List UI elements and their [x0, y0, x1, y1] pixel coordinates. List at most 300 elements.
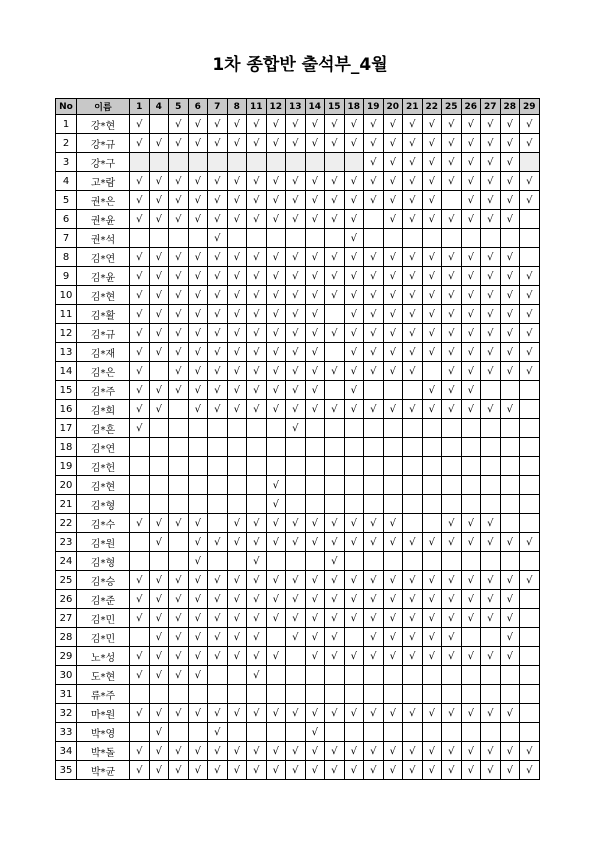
- student-name: 강*규: [77, 134, 130, 153]
- attendance-cell: √: [461, 248, 481, 267]
- attendance-cell: [208, 514, 228, 533]
- attendance-cell: [364, 419, 384, 438]
- student-name: 박*영: [77, 723, 130, 742]
- attendance-cell: √: [305, 286, 325, 305]
- attendance-cell: √: [208, 267, 228, 286]
- attendance-cell: √: [130, 191, 150, 210]
- attendance-cell: [149, 419, 169, 438]
- attendance-cell: [442, 495, 462, 514]
- attendance-cell: [364, 685, 384, 704]
- attendance-body: [56, 115, 540, 780]
- student-number: 13: [56, 343, 77, 362]
- attendance-cell: √: [149, 590, 169, 609]
- attendance-cell: √: [481, 590, 501, 609]
- attendance-cell: √: [208, 381, 228, 400]
- attendance-cell: √: [305, 514, 325, 533]
- attendance-cell: √: [422, 647, 442, 666]
- attendance-cell: √: [442, 647, 462, 666]
- attendance-cell: [403, 495, 423, 514]
- attendance-cell: [286, 153, 306, 172]
- attendance-cell: [149, 476, 169, 495]
- attendance-cell: √: [500, 305, 520, 324]
- attendance-cell: √: [500, 362, 520, 381]
- attendance-cell: √: [383, 609, 403, 628]
- attendance-cell: √: [227, 248, 247, 267]
- attendance-cell: [383, 229, 403, 248]
- attendance-cell: √: [422, 286, 442, 305]
- attendance-cell: √: [325, 324, 345, 343]
- attendance-cell: [403, 514, 423, 533]
- attendance-cell: √: [500, 134, 520, 153]
- attendance-cell: [325, 438, 345, 457]
- attendance-cell: [520, 552, 540, 571]
- student-name: 김*형: [77, 552, 130, 571]
- attendance-cell: [247, 457, 267, 476]
- attendance-cell: √: [461, 533, 481, 552]
- attendance-cell: √: [481, 324, 501, 343]
- attendance-cell: √: [188, 324, 208, 343]
- student-number: 27: [56, 609, 77, 628]
- attendance-cell: √: [364, 590, 384, 609]
- attendance-cell: √: [208, 305, 228, 324]
- attendance-cell: √: [344, 172, 364, 191]
- attendance-cell: √: [149, 761, 169, 780]
- student-name: 마*원: [77, 704, 130, 723]
- attendance-cell: √: [305, 343, 325, 362]
- attendance-cell: [130, 153, 150, 172]
- attendance-cell: √: [247, 248, 267, 267]
- attendance-cell: √: [208, 134, 228, 153]
- attendance-cell: √: [325, 761, 345, 780]
- attendance-cell: [266, 457, 286, 476]
- student-number: 2: [56, 134, 77, 153]
- attendance-cell: [442, 552, 462, 571]
- header-day: 27: [481, 99, 501, 115]
- attendance-cell: √: [383, 324, 403, 343]
- attendance-cell: √: [364, 628, 384, 647]
- attendance-cell: √: [364, 286, 384, 305]
- attendance-cell: √: [130, 514, 150, 533]
- header-day: 15: [325, 99, 345, 115]
- table-row: [56, 172, 540, 191]
- attendance-cell: √: [461, 191, 481, 210]
- attendance-cell: [500, 514, 520, 533]
- attendance-cell: √: [227, 628, 247, 647]
- attendance-cell: [520, 704, 540, 723]
- table-row: [56, 419, 540, 438]
- attendance-cell: √: [169, 286, 189, 305]
- attendance-cell: √: [227, 533, 247, 552]
- page-title: 1차 종합반 출석부_4월: [212, 55, 388, 75]
- attendance-cell: [286, 723, 306, 742]
- attendance-cell: [208, 457, 228, 476]
- attendance-cell: [188, 457, 208, 476]
- attendance-cell: [520, 590, 540, 609]
- table-row: [56, 552, 540, 571]
- attendance-cell: √: [305, 381, 325, 400]
- attendance-cell: √: [208, 571, 228, 590]
- table-row: [56, 381, 540, 400]
- attendance-cell: √: [481, 609, 501, 628]
- attendance-cell: √: [305, 172, 325, 191]
- attendance-cell: [344, 666, 364, 685]
- attendance-cell: [208, 438, 228, 457]
- attendance-cell: √: [169, 381, 189, 400]
- attendance-cell: √: [500, 267, 520, 286]
- attendance-cell: √: [208, 609, 228, 628]
- student-name: 김*현: [77, 286, 130, 305]
- attendance-cell: [286, 438, 306, 457]
- attendance-cell: [422, 476, 442, 495]
- attendance-cell: √: [422, 134, 442, 153]
- student-number: 5: [56, 191, 77, 210]
- attendance-cell: [305, 419, 325, 438]
- attendance-cell: √: [208, 647, 228, 666]
- attendance-cell: [169, 400, 189, 419]
- attendance-cell: √: [344, 514, 364, 533]
- attendance-cell: √: [227, 400, 247, 419]
- attendance-cell: √: [188, 666, 208, 685]
- attendance-cell: [500, 723, 520, 742]
- attendance-cell: √: [403, 305, 423, 324]
- attendance-cell: √: [188, 552, 208, 571]
- attendance-cell: √: [481, 248, 501, 267]
- attendance-cell: [520, 210, 540, 229]
- attendance-cell: √: [442, 400, 462, 419]
- attendance-cell: √: [208, 172, 228, 191]
- attendance-cell: [344, 495, 364, 514]
- attendance-cell: √: [442, 571, 462, 590]
- attendance-cell: [325, 723, 345, 742]
- attendance-cell: √: [481, 172, 501, 191]
- attendance-cell: √: [520, 761, 540, 780]
- attendance-cell: √: [442, 609, 462, 628]
- attendance-cell: √: [169, 647, 189, 666]
- attendance-cell: [520, 476, 540, 495]
- attendance-cell: √: [286, 248, 306, 267]
- header-day: 20: [383, 99, 403, 115]
- attendance-cell: √: [344, 343, 364, 362]
- attendance-cell: [520, 666, 540, 685]
- attendance-cell: √: [188, 647, 208, 666]
- header-day: 19: [364, 99, 384, 115]
- attendance-cell: √: [266, 305, 286, 324]
- attendance-cell: √: [130, 381, 150, 400]
- attendance-cell: √: [149, 248, 169, 267]
- attendance-cell: [305, 685, 325, 704]
- attendance-cell: √: [188, 248, 208, 267]
- student-name: 김*규: [77, 324, 130, 343]
- attendance-cell: √: [130, 400, 150, 419]
- attendance-cell: [383, 438, 403, 457]
- attendance-cell: √: [325, 248, 345, 267]
- attendance-cell: √: [208, 210, 228, 229]
- attendance-cell: [325, 476, 345, 495]
- attendance-cell: √: [169, 590, 189, 609]
- student-name: 류*주: [77, 685, 130, 704]
- attendance-cell: √: [461, 305, 481, 324]
- attendance-cell: √: [305, 704, 325, 723]
- attendance-cell: √: [169, 267, 189, 286]
- attendance-cell: √: [188, 305, 208, 324]
- attendance-cell: [266, 153, 286, 172]
- attendance-cell: √: [130, 324, 150, 343]
- student-name: 박*돌: [77, 742, 130, 761]
- attendance-cell: √: [188, 761, 208, 780]
- attendance-cell: √: [208, 324, 228, 343]
- attendance-cell: [305, 457, 325, 476]
- attendance-cell: [305, 476, 325, 495]
- attendance-cell: √: [325, 210, 345, 229]
- attendance-cell: √: [461, 210, 481, 229]
- student-name: 권*윤: [77, 210, 130, 229]
- attendance-cell: √: [305, 571, 325, 590]
- attendance-cell: √: [461, 647, 481, 666]
- student-number: 7: [56, 229, 77, 248]
- attendance-cell: [520, 514, 540, 533]
- attendance-cell: √: [286, 628, 306, 647]
- attendance-cell: √: [286, 761, 306, 780]
- attendance-cell: √: [247, 704, 267, 723]
- student-number: 28: [56, 628, 77, 647]
- attendance-cell: √: [461, 172, 481, 191]
- attendance-cell: √: [344, 324, 364, 343]
- attendance-cell: √: [149, 609, 169, 628]
- attendance-cell: [286, 457, 306, 476]
- attendance-cell: [286, 552, 306, 571]
- attendance-cell: [481, 457, 501, 476]
- attendance-cell: √: [247, 647, 267, 666]
- attendance-cell: √: [481, 514, 501, 533]
- attendance-cell: √: [422, 704, 442, 723]
- attendance-cell: √: [149, 628, 169, 647]
- attendance-cell: [247, 723, 267, 742]
- attendance-cell: [403, 438, 423, 457]
- attendance-cell: √: [208, 343, 228, 362]
- attendance-cell: √: [383, 647, 403, 666]
- attendance-cell: √: [344, 267, 364, 286]
- attendance-cell: [344, 628, 364, 647]
- attendance-cell: √: [364, 609, 384, 628]
- attendance-cell: √: [266, 495, 286, 514]
- student-name: 김*연: [77, 438, 130, 457]
- attendance-cell: [422, 362, 442, 381]
- attendance-cell: √: [383, 761, 403, 780]
- attendance-cell: √: [266, 134, 286, 153]
- attendance-cell: √: [364, 343, 384, 362]
- attendance-cell: √: [344, 742, 364, 761]
- attendance-cell: [169, 685, 189, 704]
- attendance-cell: √: [325, 134, 345, 153]
- attendance-cell: √: [403, 153, 423, 172]
- attendance-cell: √: [383, 134, 403, 153]
- attendance-cell: √: [266, 267, 286, 286]
- attendance-cell: [481, 495, 501, 514]
- attendance-cell: [188, 723, 208, 742]
- attendance-cell: [442, 685, 462, 704]
- table-row: [56, 286, 540, 305]
- attendance-cell: [461, 457, 481, 476]
- attendance-cell: √: [305, 305, 325, 324]
- attendance-cell: [169, 495, 189, 514]
- header-day: 13: [286, 99, 306, 115]
- attendance-cell: √: [188, 609, 208, 628]
- attendance-cell: √: [442, 704, 462, 723]
- attendance-cell: √: [247, 305, 267, 324]
- attendance-cell: √: [364, 153, 384, 172]
- header-no: No: [56, 99, 77, 115]
- attendance-cell: √: [364, 514, 384, 533]
- attendance-cell: [188, 685, 208, 704]
- student-name: 박*균: [77, 761, 130, 780]
- attendance-cell: √: [266, 533, 286, 552]
- table-row: [56, 343, 540, 362]
- attendance-cell: [403, 723, 423, 742]
- attendance-cell: [383, 723, 403, 742]
- student-number: 20: [56, 476, 77, 495]
- attendance-cell: √: [403, 343, 423, 362]
- attendance-cell: [266, 723, 286, 742]
- attendance-cell: √: [344, 305, 364, 324]
- attendance-cell: √: [520, 172, 540, 191]
- attendance-cell: √: [422, 533, 442, 552]
- attendance-cell: [325, 343, 345, 362]
- attendance-cell: √: [266, 476, 286, 495]
- attendance-cell: √: [305, 267, 325, 286]
- attendance-cell: √: [169, 305, 189, 324]
- attendance-cell: √: [208, 533, 228, 552]
- attendance-cell: √: [286, 590, 306, 609]
- attendance-cell: [247, 419, 267, 438]
- student-number: 15: [56, 381, 77, 400]
- table-row: [56, 438, 540, 457]
- header-day: 21: [403, 99, 423, 115]
- attendance-cell: √: [442, 305, 462, 324]
- attendance-cell: √: [130, 210, 150, 229]
- attendance-cell: √: [286, 267, 306, 286]
- attendance-cell: [364, 381, 384, 400]
- attendance-cell: [500, 685, 520, 704]
- attendance-cell: √: [305, 609, 325, 628]
- attendance-cell: √: [520, 191, 540, 210]
- table-row: [56, 742, 540, 761]
- attendance-cell: √: [442, 324, 462, 343]
- attendance-cell: √: [481, 362, 501, 381]
- attendance-cell: [208, 153, 228, 172]
- attendance-cell: √: [461, 704, 481, 723]
- attendance-cell: [461, 438, 481, 457]
- table-row: [56, 191, 540, 210]
- attendance-cell: [208, 666, 228, 685]
- attendance-cell: [500, 495, 520, 514]
- attendance-cell: [422, 685, 442, 704]
- attendance-cell: √: [266, 210, 286, 229]
- attendance-cell: √: [500, 248, 520, 267]
- table-row: [56, 362, 540, 381]
- attendance-cell: [149, 362, 169, 381]
- attendance-cell: [227, 666, 247, 685]
- attendance-cell: √: [247, 552, 267, 571]
- attendance-cell: √: [286, 514, 306, 533]
- table-row: [56, 400, 540, 419]
- table-row: [56, 248, 540, 267]
- attendance-cell: √: [442, 153, 462, 172]
- attendance-cell: √: [520, 305, 540, 324]
- attendance-cell: √: [247, 590, 267, 609]
- attendance-cell: √: [344, 210, 364, 229]
- attendance-cell: √: [403, 704, 423, 723]
- student-number: 24: [56, 552, 77, 571]
- attendance-cell: √: [442, 115, 462, 134]
- attendance-cell: [500, 229, 520, 248]
- attendance-cell: [461, 476, 481, 495]
- attendance-cell: [403, 552, 423, 571]
- attendance-cell: √: [344, 134, 364, 153]
- attendance-cell: √: [383, 153, 403, 172]
- attendance-cell: √: [305, 628, 325, 647]
- attendance-cell: [344, 457, 364, 476]
- attendance-cell: [481, 419, 501, 438]
- attendance-cell: √: [227, 191, 247, 210]
- attendance-cell: √: [422, 381, 442, 400]
- attendance-cell: √: [130, 419, 150, 438]
- attendance-cell: √: [188, 343, 208, 362]
- attendance-cell: √: [442, 381, 462, 400]
- attendance-cell: √: [266, 400, 286, 419]
- attendance-cell: √: [149, 267, 169, 286]
- attendance-cell: [325, 457, 345, 476]
- attendance-cell: √: [149, 571, 169, 590]
- attendance-cell: √: [383, 267, 403, 286]
- attendance-cell: [149, 495, 169, 514]
- attendance-cell: √: [481, 115, 501, 134]
- attendance-cell: [520, 229, 540, 248]
- attendance-cell: √: [422, 343, 442, 362]
- attendance-cell: √: [461, 343, 481, 362]
- student-number: 17: [56, 419, 77, 438]
- attendance-cell: [500, 438, 520, 457]
- attendance-cell: √: [500, 761, 520, 780]
- header-day: 12: [266, 99, 286, 115]
- attendance-cell: √: [383, 742, 403, 761]
- attendance-cell: √: [286, 704, 306, 723]
- attendance-cell: √: [520, 343, 540, 362]
- attendance-cell: √: [130, 609, 150, 628]
- student-number: 1: [56, 115, 77, 134]
- attendance-cell: [520, 438, 540, 457]
- attendance-cell: √: [130, 571, 150, 590]
- attendance-cell: √: [325, 590, 345, 609]
- attendance-cell: √: [266, 191, 286, 210]
- attendance-cell: √: [481, 286, 501, 305]
- attendance-cell: √: [461, 400, 481, 419]
- attendance-cell: √: [364, 324, 384, 343]
- attendance-cell: √: [364, 761, 384, 780]
- attendance-cell: √: [227, 134, 247, 153]
- student-number: 12: [56, 324, 77, 343]
- attendance-cell: √: [208, 248, 228, 267]
- attendance-cell: √: [266, 343, 286, 362]
- attendance-cell: √: [169, 609, 189, 628]
- attendance-cell: [403, 457, 423, 476]
- attendance-cell: √: [481, 191, 501, 210]
- attendance-cell: √: [188, 286, 208, 305]
- attendance-cell: √: [286, 400, 306, 419]
- student-number: 22: [56, 514, 77, 533]
- attendance-cell: [520, 419, 540, 438]
- attendance-cell: √: [325, 552, 345, 571]
- attendance-cell: √: [130, 362, 150, 381]
